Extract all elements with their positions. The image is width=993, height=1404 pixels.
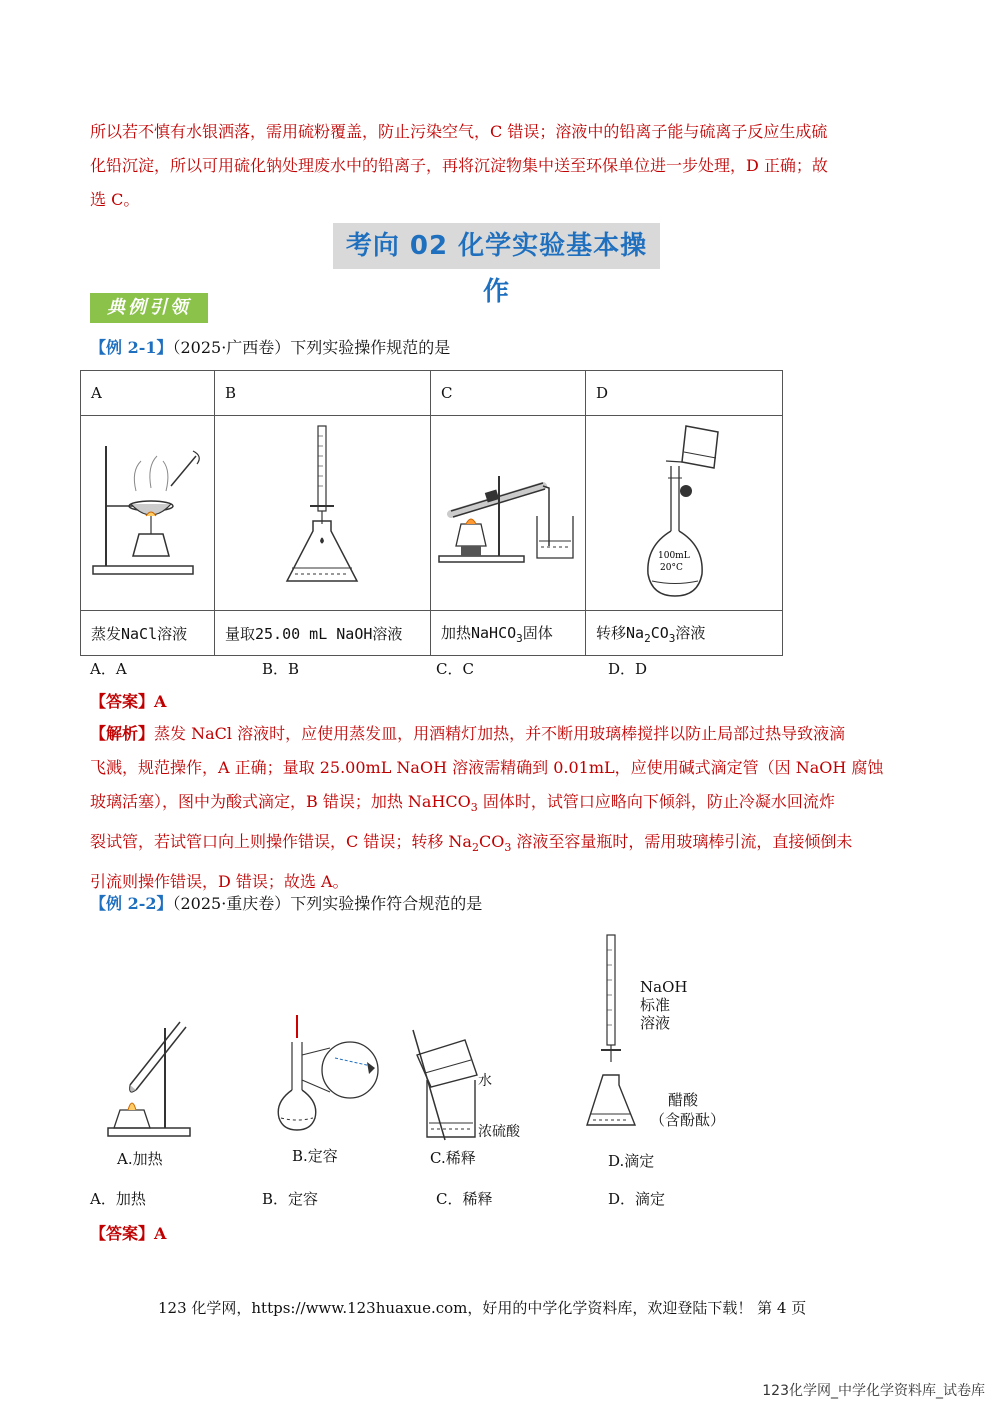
intro-line-2: 化铅沉淀，所以可用硫化钠处理废水中的铅离子，再将沉淀物集中送至环保单位进一步处理，D 正确；故: [90, 156, 828, 175]
section-title: 考向 02 化学实验基本操作: [333, 223, 660, 269]
volumetric-flask-dropper-icon: [275, 1010, 385, 1135]
example2-tag: 【例 2-2】: [90, 894, 173, 913]
choice-c: C．C: [436, 660, 474, 678]
flask-volume-label: 100mL: [658, 551, 690, 561]
figure-heating-solid: [431, 416, 586, 611]
header-b: B: [215, 371, 431, 416]
fig-a-caption: A.加热: [117, 1150, 163, 1168]
example2-answer: 【答案】A: [90, 1224, 167, 1243]
evaporation-apparatus-icon: [81, 416, 214, 606]
example-banner: 典例引领: [90, 293, 208, 323]
choice2-a: A．加热: [90, 1190, 146, 1208]
figure-evaporation: [81, 416, 215, 611]
intro-paragraph: [90, 115, 902, 217]
choice-b: B．B: [262, 660, 300, 678]
example2-question: [90, 892, 482, 916]
choice2-c: C．稀释: [436, 1190, 493, 1208]
watermark: 123化学网_中学化学资料库_试卷库: [762, 1383, 985, 1399]
fig-c-acid-label: 浓硫酸: [478, 1124, 520, 1140]
header-a: A: [81, 371, 215, 416]
choice2-b: B．定容: [262, 1190, 319, 1208]
titration-setup-icon: [585, 930, 645, 1140]
choice-d: D．D: [608, 660, 648, 678]
header-c: C: [431, 371, 586, 416]
intro-line-3: 选 C。: [90, 190, 140, 209]
caption-d: 转移$Na_2CO_3$溶液: [586, 611, 783, 656]
example1-question: [90, 336, 450, 360]
figure-burette: [215, 416, 431, 611]
intro-line-1: 所以若不慎有水银洒落，需用硫粉覆盖，防止污染空气，C 错误；溶液中的铅离子能与硫离子反应生成硫: [90, 122, 828, 141]
fig-b-caption: B.定容: [292, 1147, 338, 1165]
fig-d-acetic-label: 醋酸 （含酚酞）: [650, 1091, 726, 1129]
page-footer: 123 化学网，https://www.123huaxue.com，好用的中学化学资料库，欢迎登陆下载！ 第 4 页: [158, 1299, 807, 1317]
caption-c: 加热NaHCO$_3$固体: [431, 611, 586, 656]
heating-tube-icon: [431, 416, 585, 606]
example1-source: （2025·广西卷）下列实验操作规范的是: [172, 338, 451, 357]
acid-burette-icon: [215, 416, 430, 606]
fig-d-naoh-label: NaOH 标准 溶液: [640, 978, 688, 1032]
caption-a: 蒸发NaCl溶液: [81, 611, 215, 656]
options-table: [80, 370, 783, 656]
header-d: D: [586, 371, 783, 416]
example1-answer: 【答案】A: [90, 692, 167, 711]
caption-b: 量取25.00 mL NaOH溶液: [215, 611, 431, 656]
fig-c-caption: C.稀释: [430, 1149, 476, 1167]
fig-d-caption: D.滴定: [608, 1152, 655, 1170]
fig-c-water-label: 水: [478, 1073, 492, 1089]
flask-temp-label: 20°C: [660, 563, 683, 573]
example2-source: （2025·重庆卷）下列实验操作符合规范的是: [172, 894, 483, 913]
figure-volumetric-flask: [586, 416, 783, 611]
choice-a: A．A: [90, 660, 127, 678]
example1-analysis: 【解析】蒸发 NaCl 溶液时，应使用蒸发皿，用酒精灯加热，并不断用玻璃棒搅拌以防止局部过热导致液滴 飞溅，规范操作，A 正确；量取 25.00mL NaOH 溶液需精确到 0.01mL，应使用碱式滴定管（因 NaOH 腐蚀 玻璃活塞），图中为酸式滴定，B 错误；加热 NaHCO$_3$ 固体时，试管口应略向下倾斜，防止冷凝水回流炸 裂试管，若试管口向上则操作错误，C 错误；转移 $Na_2CO_3$ 溶液至容量瓶时，需用玻璃棒引流，直接倾倒未 引流则操作错误，D 错误；故选 A。: [90, 724, 884, 892]
choice2-d: D．滴定: [608, 1190, 666, 1208]
heating-test-tube-icon: [100, 1010, 200, 1140]
example1-tag: 【例 2-1】: [90, 338, 173, 357]
volumetric-flask-icon: [586, 416, 782, 606]
